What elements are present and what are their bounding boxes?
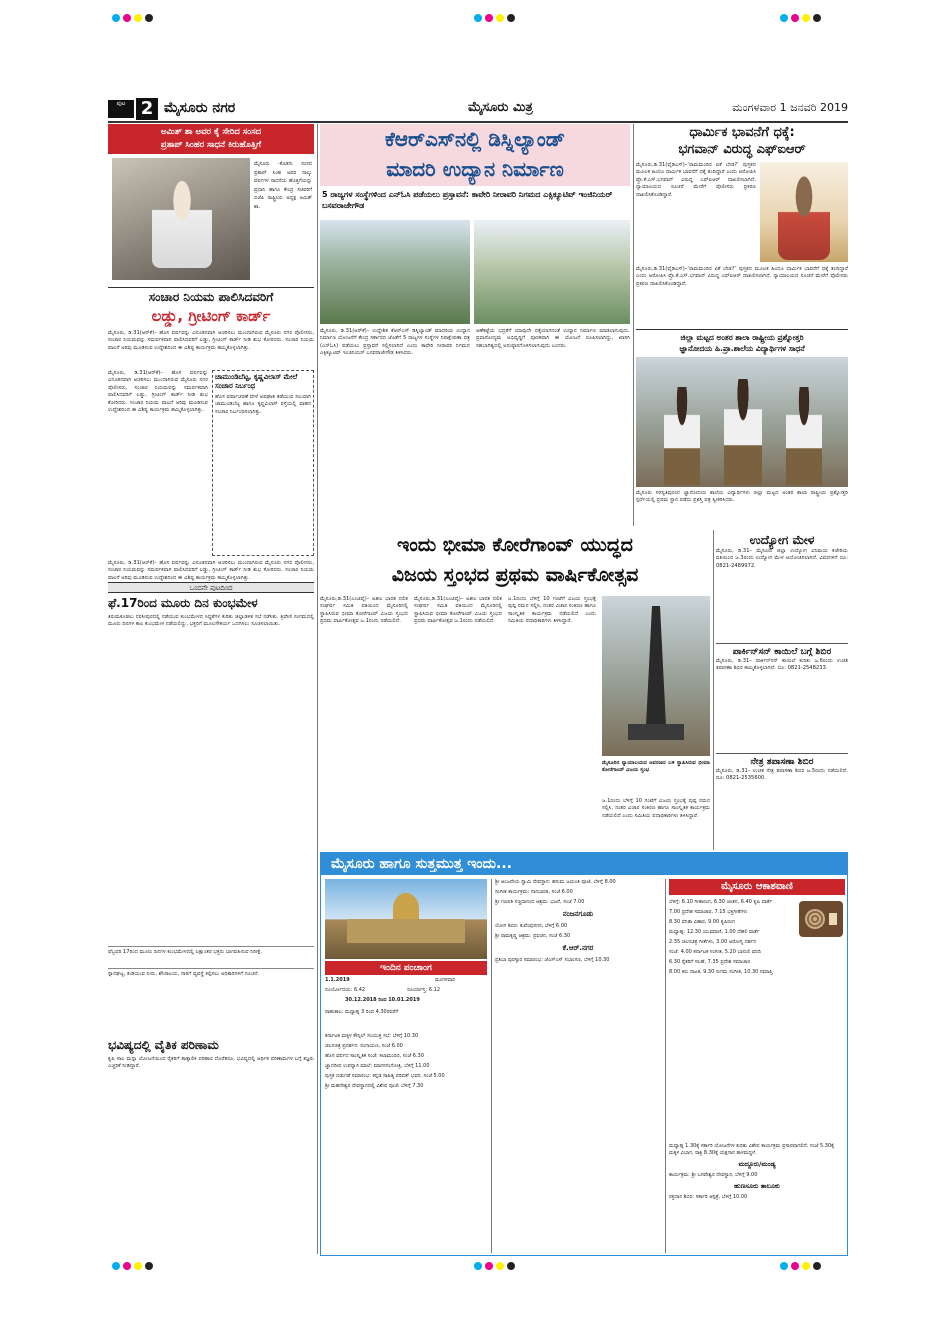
- radio-item: 7.00 ಪ್ರದೇಶ ಸಮಾಚಾರ, 7.15 ಭಕ್ತಿಗೀತೆಗಳು: [669, 909, 748, 915]
- jump-label: ಒಂದನೇ ಪುಟದಿಂದ: [189, 584, 233, 592]
- student-figure: [724, 379, 762, 485]
- disneyland-story: [320, 124, 630, 529]
- pillar-shape: [646, 606, 666, 726]
- students-headline: [636, 332, 848, 354]
- laddu-headline: ಲಡ್ಡು, ಗ್ರೀಟಿಂಗ್ ಕಾರ್ಡ್: [151, 307, 271, 325]
- registration-dot: [485, 1262, 493, 1270]
- bhagwan-body: ಮೈಸೂರು,ಡಿ.31(ವೈಡಿಎಸ್)–‘ರಾಮಮಂದಿರ ಏಕೆ ಬೇಡ?’ ಪುಸ್ತಕದ ಮೂಲಕ ಹಿಂದೂ ಧಾರ್ಮಿಕ ಭಾವನೆಗೆ ಧಕ್ಕೆ ತಂದಿದ್ದಾರೆ ಎಂದು ಆರೋಪಿಸಿ ಪ್ರೊ.ಕೆ.ಎಸ್.ಭಗವಾನ್ ವಿರುದ್ಧ ಎಫ್‌ಐಆರ್ ದಾಖಲಿಸಲಾಗಿದೆ. ನ್ಯಾಯಾಲಯದ ಸೂಚನೆ ಮೇರೆಗೆ ಪೊಲೀಸರು ಪ್ರಕರಣ ದಾಖಲಿಸಿಕೊಂಡಿದ್ದಾರೆ.: [636, 162, 756, 198]
- registration-dot: [134, 14, 142, 22]
- radio-item: 6.30 ರೈತರಿಗೆ ಸಲಹೆ, 7.35 ಪ್ರದೇಶ ಸಮಾಚಾರ: [669, 959, 750, 965]
- registration-dot: [496, 14, 504, 22]
- registration-dot: [145, 1262, 153, 1270]
- bhima-caption: ಮೈಸೂರಿನ ನ್ಯಾಯಾಲಯದ ಆವರಣದ ಬಳಿ ಸ್ಥಾಪಿಸಿರುವ ಭೀಮಾ ಕೋರೆಗಾಂವ್ ವಿಜಯ ಸ್ತಂಭ: [602, 760, 710, 774]
- bhima-headline-line2: ವಿಜಯ ಸ್ತಂಭದ ಪ್ರಥಮ ವಾರ್ಷಿಕೋತ್ಸವ: [391, 564, 639, 586]
- amit-headline-line1: ಅಮಿತ್ ಶಾ ಅವರ ಕೈ ಸೇರಿದ ಸಂಸದ: [160, 127, 262, 137]
- amit-caption: ಮೈಸೂರು -ಕೊಡಗು ಸಂಸದ ಪ್ರತಾಪ್ ಸಿಂಹ ಅವರ ನಾಲ್ಕು ವರ್ಷಗಳ ಸಾಧನೆಯ ಹೊತ್ತಿಗೆಯನ್ನು ಪ್ರಧಾನಿ ಹಾಗೂ ಕೇಂದ್ರ ಸಚಿವರಿಗೆ ಬಿಜೆಪಿ ರಾಷ್ಟ್ರೀಯ ಅಧ್ಯಕ್ಷ ಅಮಿತ್ ಶಾ.: [254, 161, 312, 210]
- registration-dot: [112, 14, 120, 22]
- registration-dot: [507, 14, 515, 22]
- future-headline: ಭವಿಷ್ಯದಲ್ಲಿ ವೈತಿಕ ಪರಿಣಾಮ: [108, 1038, 219, 1052]
- bhagwan-photo: [760, 162, 848, 262]
- events-col2: [495, 879, 661, 1253]
- bhima-story: [320, 530, 710, 850]
- disneyland-deck: 5 ರಾಜ್ಯಗಳ ಸಂಸ್ಥೆಗಳಿಂದ ಎನ್‌ಓಸಿ ಪಡೆಯಲು ಪ್ರಸ್ತಾವನೆ: ಕಾವೇರಿ ನೀರಾವರಿ ನಿಗಮದ ಎಕ್ಸಿಕ್ಯೂಟಿವ್ ಇಂಜಿನಿಯರ್ ಬಸವರಾಜೇಗೌಡ: [322, 190, 613, 210]
- akashvani-box: [669, 879, 845, 1139]
- students-caption: ಮೈಸೂರು ಸರಸ್ವತಿಪುರಂನ ಜ್ಞಾನೋದಯ ಶಾಲೆಯ ವಿದ್ಯಾರ್ಥಿಗಳು ಜಿಲ್ಲಾ ಮಟ್ಟದ ಅಂತರ ಶಾಲಾ ರಾಷ್ಟ್ರೀಯ ಪ್ರಶ್ನೋತ್ತರಿ ಸ್ಪರ್ಧೆಯಲ್ಲಿ ಪ್ರಥಮ ಸ್ಥಾನ ಪಡೆದು ಪ್ರಶಸ್ತಿ ಪತ್ರ ಸ್ವೀಕರಿಸಿದರು.: [636, 490, 848, 504]
- disneyland-body-col2: ಅಣೆಕಟ್ಟೆಯ ಭದ್ರತೆಗೆ ಯಾವುದೇ ಧಕ್ಕೆಯಾಗದಂತೆ ಉದ್ಯಾನ ನಿರ್ಮಾಣ ಮಾಡಲಾಗುವುದು. ಪ್ರವಾಸೋದ್ಯಮ ಅಭಿವೃದ್ಧಿಗೆ ಪೂರಕವಾಗಿ ಈ ಯೋಜನೆ ರೂಪಿಸಲಾಗಿದ್ದು, ಖಾಸಗಿ ಸಹಭಾಗಿತ್ವದಲ್ಲಿ ಅನುಷ್ಠಾನಗೊಳಿಸಲಾಗುವುದು ಎಂದರು.: [476, 328, 630, 349]
- event-item: ಪುಸ್ತಕ ಬಿಡುಗಡೆ ಸಮಾರಂಭ: ಕನ್ನಡ ಸಾಹಿತ್ಯ ಪರಿಷತ್ ಭವನ, ಸಂಜೆ 5.00: [325, 1073, 445, 1079]
- bhima-body-col3: ಜ.1ರಂದು ಬೆಳಿಗ್ಗೆ 10 ಗಂಟೆಗೆ ವಿಜಯ ಸ್ತಂಭಕ್ಕೆ ಪುಷ್ಪ ನಮನ ಸಲ್ಲಿಸಿ, ನಂತರ ವಿಚಾರ ಸಂಕಿರಣ ಹಾಗೂ ಸಾಂಸ್ಕೃತಿಕ ಕಾರ್ಯಕ್ರಮ ನಡೆಯಲಿದೆ ಎಂದು ಸಮಿತಿಯ ಪದಾಧಿಕಾರಿಗಳು ತಿಳಿಸಿದ್ದಾರೆ.: [508, 596, 596, 625]
- divider: [636, 329, 848, 330]
- registration-dot: [802, 1262, 810, 1270]
- students-story: [636, 332, 848, 528]
- future-story: [108, 1038, 314, 1258]
- registration-dot: [802, 14, 810, 22]
- small-head: ಹುಣಸೂರು ತಾಲೂಕು: [734, 1182, 780, 1190]
- event-item: ಶ್ರೀ ಮಹದೇಶ್ವರ ದೇವಸ್ಥಾನದಲ್ಲಿ ವಿಶೇಷ ಪೂಜೆ: ಬೆಳಿಗ್ಗೆ 7.30: [325, 1083, 424, 1089]
- panchanga-title: ಇಂದಿನ ಪಂಚಾಂಗ: [325, 961, 487, 975]
- right-briefs: [716, 532, 848, 848]
- laddu-body-col1: ಮೈಸೂರು, ಡಿ.31(ಆರ್‌ಕೆ)– ಹೊಸ ವರ್ಷವನ್ನು ವಿನೂತನವಾಗಿ ಆಚರಿಸಲು ಮುಂದಾಗಿರುವ ಮೈಸೂರು ನಗರ ಪೊಲೀಸರು, ಸಂಚಾರ ನಿಯಮವನ್ನು ಸಮರ್ಪಕವಾಗಿ ಪಾಲಿಸಿದವರಿಗೆ ಲಡ್ಡು, ಗ್ರೀಟಿಂಗ್ ಕಾರ್ಡ್ ನೀಡಿ ಶುಭ ಕೋರಿದರು. ಸಂಚಾರ ನಿಯಮ ಪಾಲನೆ ಅರಿವು ಮೂಡಿಸುವ ಉದ್ದೇಶದಿಂದ ಈ ವಿಶಿಷ್ಟ ಕಾರ್ಯಕ್ರಮ ಹಮ್ಮಿಕೊಳ್ಳಲಾಗಿತ್ತು.: [108, 370, 208, 414]
- bhima-body-col4: ಜ.1ರಂದು ಬೆಳಿಗ್ಗೆ 10 ಗಂಟೆಗೆ ವಿಜಯ ಸ್ತಂಭಕ್ಕೆ ಪುಷ್ಪ ನಮನ ಸಲ್ಲಿಸಿ, ನಂತರ ವಿಚಾರ ಸಂಕಿರಣ ಹಾಗೂ ಸಾಂಸ್ಕೃತಿಕ ಕಾರ್ಯಕ್ರಮ ನಡೆಯಲಿದೆ ಎಂದು ಸಮಿತಿಯ ಪದಾಧಿಕಾರಿಗಳು ತಿಳಿಸಿದ್ದಾರೆ.: [602, 798, 710, 819]
- disneyland-headline-line2: ಮಾದರಿ ಉದ್ಯಾನ ನಿರ್ಮಾಣ: [386, 157, 564, 181]
- amit-photo: [112, 158, 250, 280]
- palace-body: [347, 919, 465, 943]
- section-label: ನಂಜನಗೂಡು: [562, 910, 594, 918]
- today-banner: [321, 853, 847, 875]
- page-label: [108, 100, 134, 118]
- registration-dot: [474, 1262, 482, 1270]
- victory-pillar-photo: [602, 596, 710, 756]
- event-item: ಚಲನಚಿತ್ರ ಪ್ರದರ್ಶನ: ರಂಗಾಯಣ, ಸಂಜೆ 6.00: [325, 1043, 403, 1049]
- kumbha-jump: [108, 582, 314, 593]
- laddu-story: [108, 290, 314, 580]
- today-section: [320, 852, 848, 1256]
- small-item: ಕಾರ್ಯಕ್ರಮ: ಶ್ರೀ ಬಸವೇಶ್ವರ ದೇವಸ್ಥಾನ, ಬೆಳಿಗ್ಗೆ 9.00: [669, 1172, 758, 1178]
- laddu-body-lower: ಮೈಸೂರು, ಡಿ.31(ಆರ್‌ಕೆ)– ಹೊಸ ವರ್ಷವನ್ನು ವಿನೂತನವಾಗಿ ಆಚರಿಸಲು ಮುಂದಾಗಿರುವ ಮೈಸೂರು ನಗರ ಪೊಲೀಸರು, ಸಂಚಾರ ನಿಯಮವನ್ನು ಸಮರ್ಪಕವಾಗಿ ಪಾಲಿಸಿದವರಿಗೆ ಲಡ್ಡು, ಗ್ರೀಟಿಂಗ್ ಕಾರ್ಡ್ ನೀಡಿ ಶುಭ ಕೋರಿದರು. ಸಂಚಾರ ನಿಯಮ ಪಾಲನೆ ಅರಿವು ಮೂಡಿಸುವ ಉದ್ದೇಶದಿಂದ ಈ ವಿಶಿಷ್ಟ ಕಾರ್ಯಕ್ರಮ ಹಮ್ಮಿಕೊಳ್ಳಲಾಗಿತ್ತು.: [108, 560, 314, 581]
- column-separator: [317, 124, 318, 1254]
- laddu-body: ಮೈಸೂರು, ಡಿ.31(ಆರ್‌ಕೆ)– ಹೊಸ ವರ್ಷವನ್ನು ವಿನೂತನವಾಗಿ ಆಚರಿಸಲು ಮುಂದಾಗಿರುವ ಮೈಸೂರು ನಗರ ಪೊಲೀಸರು, ಸಂಚಾರ ನಿಯಮವನ್ನು ಸಮರ್ಪಕವಾಗಿ ಪಾಲಿಸಿದವರಿಗೆ ಲಡ್ಡು, ಗ್ರೀಟಿಂಗ್ ಕಾರ್ಡ್ ನೀಡಿ ಶುಭ ಕೋರಿದರು. ಸಂಚಾರ ನಿಯಮ ಪಾಲನೆ ಅರಿವು ಮೂಡಿಸುವ ಉದ್ದೇಶದಿಂದ ಈ ವಿಶಿಷ್ಟ ಕಾರ್ಯಕ್ರಮ ಹಮ್ಮಿಕೊಳ್ಳಲಾಗಿತ್ತು.: [108, 330, 314, 351]
- students-headline-line1: ಜಿಲ್ಲಾ ಮಟ್ಟದ ಅಂತರ ಶಾಲಾ ರಾಷ್ಟ್ರೀಯ ಪ್ರಶ್ನೋತ್ತರಿ: [680, 333, 804, 342]
- column-separator: [713, 530, 714, 850]
- panchanga-sunrise: ಸೂರ್ಯೋದಯ: 6.42: [325, 987, 366, 993]
- akashvani-title: ಮೈಸೂರು ಆಕಾಶವಾಣಿ: [669, 879, 845, 895]
- small-item: ರಕ್ತದಾನ ಶಿಬಿರ: ಸರ್ಕಾರಿ ಆಸ್ಪತ್ರೆ, ಬೆಳಿಗ್ಗೆ 10.00: [669, 1194, 748, 1200]
- radio-item: ಸಂಜೆ: 4.00 ಕರ್ನಾಟಕ ಸಂಗೀತ, 5.20 ಬಾನುಲಿ ವರದಿ: [669, 949, 761, 955]
- registration-dot: [123, 1262, 131, 1270]
- masthead: ಮೈಸೂರು ಮಿತ್ರ: [468, 100, 533, 115]
- panchanga-rahu: ರಾಹುಕಾಲ: ಮಧ್ಯಾಹ್ನ 3 ರಿಂದ 4.30ರವರೆಗೆ: [325, 1009, 399, 1015]
- registration-dot: [485, 14, 493, 22]
- disneyland-headline: [320, 124, 630, 186]
- registration-dot: [474, 14, 482, 22]
- registration-dot: [780, 1262, 788, 1270]
- pillar-base: [628, 724, 684, 740]
- bhima-headline: [320, 530, 710, 592]
- palace-photo: [325, 879, 487, 959]
- event-item: ಯೋಗ ಶಿಬಿರ: ಕುವೆಂಪುನಗರ, ಬೆಳಿಗ್ಗೆ 6.00: [495, 923, 568, 929]
- page-number-text: 2: [140, 98, 154, 119]
- eye-camp-title: ನೇತ್ರ ತಪಾಸಣಾ ಶಿಬಿರ: [716, 753, 848, 768]
- bhima-body-col2: ಮೈಸೂರು,ಡಿ.31(ಎಂಟಿವೈ)– ಅಖಿಲ ಭಾರತ ದಲಿತ ಸಂಘರ್ಷ ಸಮಿತಿ ವತಿಯಿಂದ ಮೈಸೂರಿನಲ್ಲಿ ಸ್ಥಾಪಿಸಿರುವ ಭೀಮಾ ಕೋರೆಗಾಂವ್ ವಿಜಯ ಸ್ತಂಭದ ಪ್ರಥಮ ವಾರ್ಷಿಕೋತ್ಸವ ಜ.1ರಂದು ನಡೆಯಲಿದೆ.: [414, 596, 502, 625]
- bhagwan-headline-line2: ಭಗವಾನ್ ವಿರುದ್ಧ ಎಫ್‌ಐಆರ್: [678, 142, 806, 157]
- kumbha-note2: ಸ್ನಾನಘಟ್ಟ, ಕುಡಿಯುವ ನೀರು, ಶೌಚಾಲಯ, ಸಾರಿಗೆ ವ್ಯವಸ್ಥೆ ಕಲ್ಪಿಸಲು ಅಧಿಕಾರಿಗಳಿಗೆ ಸೂಚನೆ.: [108, 968, 314, 998]
- kumbha-body: ತಿರುಮಕೂಡಲು ನರಸೀಪುರದಲ್ಲಿ ನಡೆಯುವ ಕುಂಭಮೇಳದ ಸಿದ್ಧತೆಗಳ ಕುರಿತು ಜಿಲ್ಲಾಡಳಿತ ಸಭೆ ನಡೆಸಿತು. ತ್ರಿವೇಣಿ ಸಂಗಮದಲ್ಲಿ ಮೂರು ದಿನಗಳ ಕಾಲ ಕುಂಭಮೇಳ ನಡೆಯಲಿದ್ದು, ಭಕ್ತರಿಗೆ ಮೂಲಸೌಕರ್ಯ ಒದಗಿಸಲು ಸೂಚಿಸಲಾಯಿತು.: [108, 614, 314, 628]
- students-photo: [636, 357, 848, 487]
- event-item: ಶ್ರೀ ರಾಮಕೃಷ್ಣ ಆಶ್ರಮ: ಪ್ರವಚನ, ಸಂಜೆ 6.30: [495, 933, 571, 939]
- kumbha-note1: ಫೆಬ್ರವರಿ 17ರಿಂದ ಮೂರು ದಿನಗಳ ಕುಂಭಮೇಳದಲ್ಲಿ ಲಕ್ಷಾಂತರ ಭಕ್ತರು ಭಾಗವಹಿಸುವ ನಿರೀಕ್ಷೆ.: [108, 946, 314, 962]
- panchanga-date: 1.1.2019: [325, 977, 350, 983]
- laddu-sidebar: [212, 370, 314, 556]
- future-body: ಕೃಷಿ ಸಾಲ ಮನ್ನಾ ಯೋಜನೆಯಿಂದ ರೈತರಿಗೆ ತಾತ್ಕಾಲಿಕ ಪರಿಹಾರ ದೊರೆತರೂ, ಭವಿಷ್ಯದಲ್ಲಿ ಆರ್ಥಿಕ ಪರಿಣಾಮಗಳ ಬಗ್ಗೆ ತಜ್ಞರು ಎಚ್ಚರಿಕೆ ನೀಡಿದ್ದಾರೆ.: [108, 1056, 314, 1070]
- event-item: ಶ್ರೀ ಗಣಪತಿ ಸಚ್ಚಿದಾನಂದ ಆಶ್ರಮ: ಭಜನೆ, ಸಂಜೆ 7.00: [495, 899, 585, 905]
- registration-dot: [791, 1262, 799, 1270]
- bhagwan-body-lower: ಮೈಸೂರು,ಡಿ.31(ವೈಡಿಎಸ್)–‘ರಾಮಮಂದಿರ ಏಕೆ ಬೇಡ?’ ಪುಸ್ತಕದ ಮೂಲಕ ಹಿಂದೂ ಧಾರ್ಮಿಕ ಭಾವನೆಗೆ ಧಕ್ಕೆ ತಂದಿದ್ದಾರೆ ಎಂದು ಆರೋಪಿಸಿ ಪ್ರೊ.ಕೆ.ಎಸ್.ಭಗವಾನ್ ವಿರುದ್ಧ ಎಫ್‌ಐಆರ್ ದಾಖಲಿಸಲಾಗಿದೆ. ನ್ಯಾಯಾಲಯದ ಸೂಚನೆ ಮೇರೆಗೆ ಪೊಲೀಸರು ಪ್ರಕರಣ ದಾಖಲಿಸಿಕೊಂಡಿದ್ದಾರೆ.: [636, 266, 848, 287]
- registration-dot: [123, 14, 131, 22]
- radio-speaker: [805, 909, 825, 929]
- date-line: ಮಂಗಳವಾರ 1 ಜನವರಿ 2019: [732, 101, 848, 114]
- event-item: ಸಂಗೀತ ಕಾರ್ಯಕ್ರಮ: ಗಾನಭಾರತಿ, ಸಂಜೆ 6.00: [495, 889, 573, 895]
- section-label: ಕೆ.ಆರ್.ನಗರ: [562, 944, 594, 952]
- radio-item: 8.00 ಕಿರು ನಾಟಕ, 9.30 ಸುಗಮ ಸಂಗೀತ, 10.30 ಸಮಾಪ್ತಿ: [669, 969, 773, 975]
- registration-dot: [134, 1262, 142, 1270]
- bhagwan-story: [636, 124, 848, 326]
- radio-item: 8.30 ವನಿತಾ ವಿಹಾರ, 9.00 ಕೃಷಿರಂಗ: [669, 919, 735, 925]
- section-name: ಮೈಸೂರು ನಗರ: [164, 100, 236, 116]
- disneyland-body-col1: ಮೈಸೂರು, ಡಿ.31(ಆರ್‌ಕೆ)– ಉದ್ದೇಶಿತ ಕೆಆರ್‌ಎಸ್ ಡಿಸ್ನಿಲ್ಯಾಂಡ್ ಮಾದರಿಯ ಉದ್ಯಾನ ನಿರ್ಮಾಣ ಯೋಜನೆಗೆ ಕೇಂದ್ರ ಸರ್ಕಾರದ ಜೊತೆಗೆ 5 ರಾಜ್ಯಗಳ ಸಂಸ್ಥೆಗಳ ನಿರಾಕ್ಷೇಪಣಾ ಪತ್ರ (ಎನ್‌ಓಸಿ) ಪಡೆಯಲು ಪ್ರಸ್ತಾವನೆ ಸಲ್ಲಿಸಲಾಗಿದೆ ಎಂದು ಕಾವೇರಿ ನೀರಾವರಿ ನಿಗಮದ ಎಕ್ಸಿಕ್ಯೂಟಿವ್ ಇಂಜಿನಿಯರ್ ಬಸವರಾಜೇಗೌಡ ತಿಳಿಸಿದರು.: [320, 328, 470, 357]
- park-render-photo: [474, 220, 630, 324]
- registration-dot: [112, 1262, 120, 1270]
- registration-dot: [496, 1262, 504, 1270]
- laddu-kicker: ಸಂಚಾರ ನಿಯಮ ಪಾಲಿಸಿದವರಿಗೆ: [148, 290, 274, 304]
- event-item: ಪ್ರತಿಭಾ ಪುರಸ್ಕಾರ ಸಮಾರಂಭ: ಜೆಎಸ್‌ಎಸ್ ಸಭಾಂಗಣ, ಬೆಳಿಗ್ಗೆ 10.30: [495, 957, 610, 963]
- column-separator: [633, 124, 634, 526]
- disneyland-headline-line1: ಕೆಆರ್‌ಎಸ್‌ನಲ್ಲಿ ಡಿಸ್ನಿಲ್ಯಾಂಡ್: [385, 127, 565, 151]
- radio-icon: [799, 901, 843, 937]
- akashvani-lower: [669, 1143, 845, 1253]
- parkinson-body: ಮೈಸೂರು, ಡಿ.31– ಪಾರ್ಕಿನ್‌ಸನ್ ಕಾಯಿಲೆ ಕುರಿತು ಜ.6ರಂದು ಉಚಿತ ತಪಾಸಣಾ ಶಿಬಿರ ಹಮ್ಮಿಕೊಳ್ಳಲಾಗಿದೆ. ದೂ: 0821-2548233.: [716, 658, 848, 672]
- page-label-text: ಪುಟ: [116, 100, 126, 107]
- radio-item: 2.35 ಚಲನಚಿತ್ರ ಗೀತೆಗಳು, 3.00 ಆರೋಗ್ಯ ದರ್ಶನ: [669, 939, 757, 945]
- divider: [108, 287, 314, 288]
- today-banner-text: ಮೈಸೂರು ಹಾಗೂ ಸುತ್ತಮುತ್ತ ಇಂದು...: [331, 856, 512, 872]
- bhagwan-headline-line1: ಧಾರ್ಮಿಕ ಭಾವನೆಗೆ ಧಕ್ಕೆ:: [689, 125, 795, 140]
- bhagwan-headline: [636, 124, 848, 158]
- students-headline-line2: ಜ್ಞಾನೋದಯ ಹಿ.ಪ್ರಾ.ಶಾಲೆಯ ವಿದ್ಯಾರ್ಥಿಗಳ ಸಾಧನೆ: [679, 344, 805, 353]
- krs-dam-photo: [320, 220, 470, 324]
- event-item: ಜ್ಞಾನದೀಪ ಉಪನ್ಯಾಸ ಮಾಲೆ: ಮಾನಸಗಂಗೋತ್ರಿ, ಬೆಳಿಗ್ಗೆ 11.00: [325, 1063, 430, 1069]
- bhima-body-col1: ಮೈಸೂರು,ಡಿ.31(ಎಂಟಿವೈ)– ಅಖಿಲ ಭಾರತ ದಲಿತ ಸಂಘರ್ಷ ಸಮಿತಿ ವತಿಯಿಂದ ಮೈಸೂರಿನಲ್ಲಿ ಸ್ಥಾಪಿಸಿರುವ ಭೀಮಾ ಕೋರೆಗಾಂವ್ ವಿಜಯ ಸ್ತಂಭದ ಪ್ರಥಮ ವಾರ್ಷಿಕೋತ್ಸವ ಜ.1ರಂದು ನಡೆಯಲಿದೆ.: [320, 596, 408, 625]
- job-fair-title: ಉದ್ಯೋಗ ಮೇಳ: [749, 533, 815, 547]
- panchanga-sunset: ಸೂರ್ಯಾಸ್ತ: 6.12: [407, 987, 441, 993]
- kumbha-headline: ಫೆ.17ರಿಂದ ಮೂರು ದಿನ ಕುಂಭಮೇಳ: [108, 596, 258, 610]
- person-silhouette: [152, 178, 212, 268]
- kumbha-story: [108, 596, 314, 1036]
- person-silhouette: [778, 172, 830, 260]
- registration-dot: [813, 14, 821, 22]
- amit-headline: [108, 124, 314, 154]
- student-figure: [786, 387, 822, 485]
- event-item: ಹೊಸ ವರ್ಷದ ಸಾಂಸ್ಕೃತಿಕ ಸಂಜೆ: ಕಲಾಮಂದಿರ, ಸಂಜೆ 6.30: [325, 1053, 424, 1059]
- job-fair-body: ಮೈಸೂರು, ಡಿ.31– ಮೈಸೂರು ಜಿಲ್ಲಾ ಉದ್ಯೋಗ ವಿನಿಮಯ ಕಚೇರಿಯ ವತಿಯಿಂದ ಜ.3ರಂದು ಉದ್ಯೋಗ ಮೇಳ ಆಯೋಜಿಸಲಾಗಿದೆ. ವಿವರಗಳಿಗೆ ದೂ: 0821-2489972.: [716, 548, 848, 569]
- events-col1: [325, 1033, 487, 1253]
- radio-dial: [829, 913, 837, 925]
- registration-dot: [507, 1262, 515, 1270]
- laddu-sidebar-title: ಚಾಮುಂಡಿಬೆಟ್ಟ, ಕೃಷ್ಣವಿಲಾಸ್ ಮೇಲೆ ಸಂಚಾರ ನಿರ್ಬಂಧ: [215, 373, 298, 390]
- bhima-headline-line1: ಇಂದು ಭೀಮಾ ಕೋರೆಗಾಂವ್ ಯುದ್ಧದ: [397, 534, 633, 556]
- student-figure: [664, 387, 700, 485]
- panchanga-day: ಮಂಗಳವಾರ: [435, 977, 456, 983]
- radio-item: ಬೆಳಿಗ್ಗೆ: 6.10 ಗೀತಾರಂಗ, 6.30 ಚಿಂತನ, 6.40 ಕೃಷಿ ವಾರ್ತೆ: [669, 899, 773, 905]
- page-number: [136, 98, 158, 120]
- amit-headline-line2: ಪ್ರತಾಪ್ ಸಿಂಹರ ಸಾಧನೆ ಕಿರುಹೊತ್ತಿಗೆ: [160, 140, 262, 150]
- event-item: ಶ್ರೀ ಆಂಜನೇಯ ಸ್ವಾಮಿ ದೇವಸ್ಥಾನ: ಹನುಮ ಜಯಂತಿ ಪೂಜೆ, ಬೆಳಿಗ್ಗೆ 8.00: [495, 879, 616, 885]
- header-rule: [108, 121, 848, 123]
- eye-camp-body: ಮೈಸೂರು, ಡಿ.31– ಉಚಿತ ನೇತ್ರ ತಪಾಸಣಾ ಶಿಬಿರ ಜ.5ರಂದು ನಡೆಯಲಿದೆ. ದೂ: 0821-2535600.: [716, 768, 848, 782]
- registration-dot: [791, 14, 799, 22]
- registration-dot: [813, 1262, 821, 1270]
- laddu-sidebar-body: ಹೊಸ ವರ್ಷಾಚರಣೆ ವೇಳೆ ಅಪಘಾತ ತಡೆಯುವ ಸಲುವಾಗಿ ಚಾಮುಂಡಿಬೆಟ್ಟ ಹಾಗೂ ಕೃಷ್ಣವಿಲಾಸ್ ರಸ್ತೆಯಲ್ಲಿ ವಾಹನ ಸಂಚಾರ ನಿರ್ಬಂಧಿಸಲಾಗಿತ್ತು.: [215, 394, 311, 415]
- amit-story: [108, 124, 314, 284]
- registration-dot: [780, 14, 788, 22]
- event-item: ಕರ್ನಾಟಕ ಮಕ್ಕಳ ಕೌನ್ಸಿಲ್ ಸಂಯುಕ್ತ ಸಭೆ: ಬೆಳಿಗ್ಗೆ 10.30: [325, 1033, 419, 1039]
- akashvani-lower-text: ಮಧ್ಯಾಹ್ನ 1.30ಕ್ಕೆ ಸರ್ಕಾರಿ ಯೋಜನೆಗಳ ಕುರಿತು ವಿಶೇಷ ಕಾರ್ಯಕ್ರಮ ಪ್ರಸಾರವಾಗಲಿದೆ. ಸಂಜೆ 5.30ಕ್ಕೆ ಮಕ್ಕಳ ವಿಭಾಗ, ರಾತ್ರಿ 8.30ಕ್ಕೆ ಯಕ್ಷಗಾನ ತಾಳಮದ್ದಳೆ.: [669, 1143, 835, 1156]
- panchanga-box: [325, 879, 487, 1029]
- column-separator: [491, 879, 492, 1253]
- radio-item: ಮಧ್ಯಾಹ್ನ: 12.30 ಯುವವಾಣಿ, 1.00 ದೆಹಲಿ ವಾರ್ತೆ: [669, 929, 760, 935]
- parkinson-title: ಪಾರ್ಕಿನ್‌ಸನ್ ಕಾಯಿಲೆ ಬಗ್ಗೆ ಶಿಬಿರ: [716, 643, 848, 658]
- akashvani-schedule: [669, 899, 797, 1139]
- small-head: ಮದ್ದೂರು/ಮಂಡ್ಯ: [738, 1160, 776, 1168]
- panchanga-dates: 30.12.2018 ರಿಂದ 10.01.2019: [345, 997, 420, 1003]
- registration-dot: [145, 14, 153, 22]
- column-separator: [665, 879, 666, 1253]
- page-header: [108, 98, 848, 120]
